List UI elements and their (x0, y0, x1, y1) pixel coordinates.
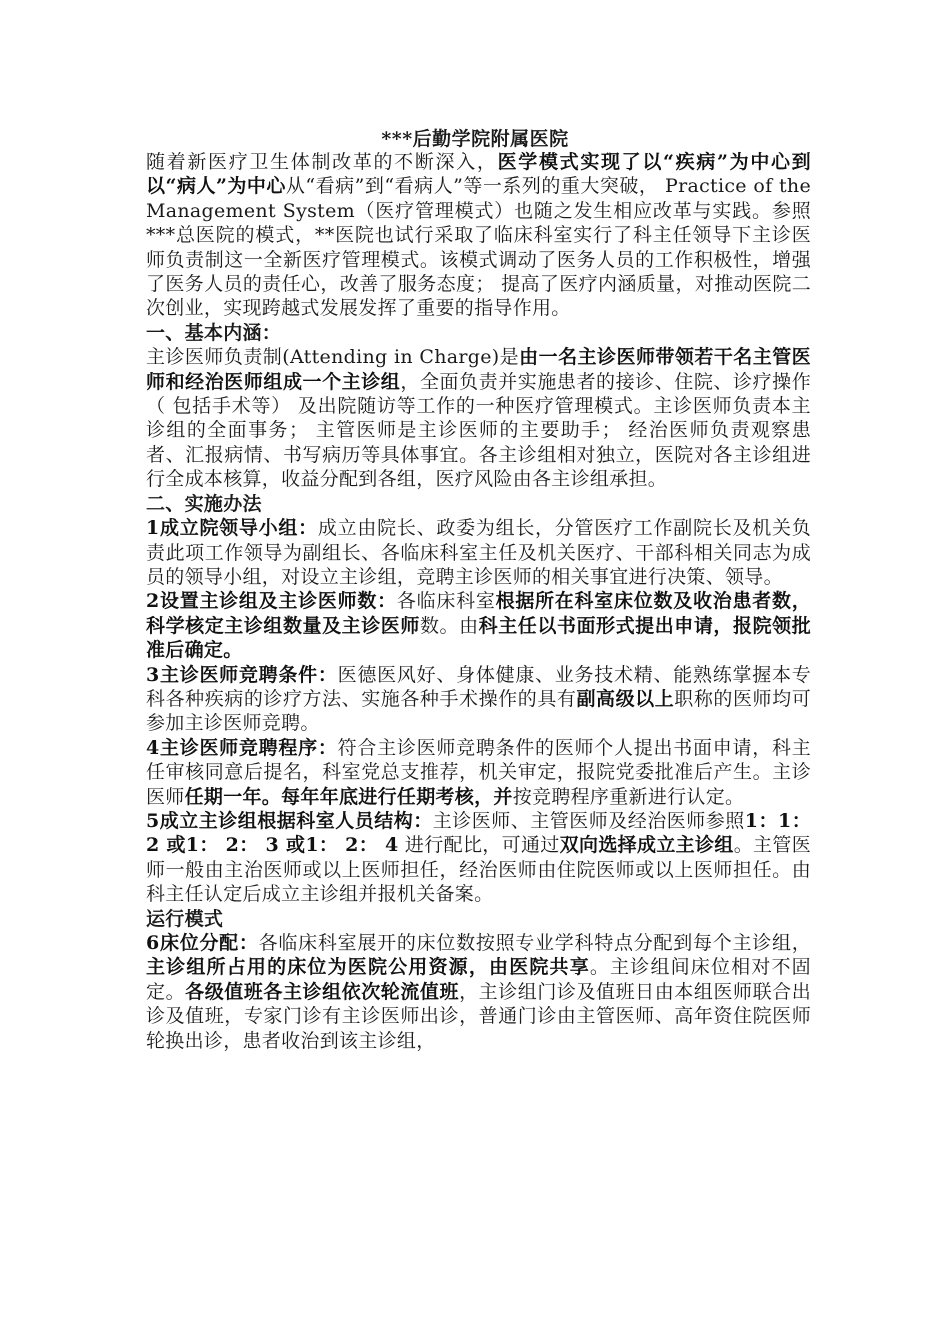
item3-paragraph (146, 663, 811, 736)
item6-text-3: ，主诊组门诊及值班日由本组医师联合出诊及值班，专家门诊有主诊医师出诊，普通门诊由主管医师、高年资住院医师轮换出诊，患者收治到该主诊组， (146, 980, 812, 1052)
item6-paragraph (146, 931, 811, 1053)
document-body (146, 150, 811, 1053)
section1-text-1: 主诊医师负责制(Attending in Charge)是 (146, 346, 520, 369)
item5-text-1: 主诊医师、主管医师及经治医师参照 (432, 809, 745, 832)
item2-bold-2: 根据所在科室床位数及收治患者数，科学核定主诊组数量及主诊医师 (146, 590, 811, 637)
item4-bold-1: 4主诊医师竞聘程序： (146, 736, 338, 759)
item1-text-1: 成立由院长、政委为组长，分管医疗工作副院长及机关负责此项工作领导为副组长、各临床科室主任及机关医疗、干部科相关同志为成员的领导小组，对设立主诊组，竞聘主诊医师的相关事宜进行决策、领导。 (146, 517, 811, 588)
item4-text-1: 符合主诊医师竞聘条件的医师个人提出书面申请，科主任审核同意后提名，科室党总支推荐，机关审定，报院党委批准后产生。主诊医师 (146, 736, 811, 808)
intro-bold-1: 医学模式实现了以“疾病”为中心到以“病人”为中心 (146, 151, 811, 198)
item4-text-2: 按竞聘程序重新进行认定。 (512, 785, 745, 808)
item1-bold-1: 1成立院领导小组： (146, 517, 318, 540)
item6-bold-2: 主诊组所占用的床位为医院公用资源，由医院共享 (146, 956, 590, 979)
section1-text-2: ，全面负责并实施患者的接诊、住院、诊疗操作（ 包括手术等） 及出院随访等工作的一种医疗管理模式。主诊医师负责本主诊组的全面事务； 主管医师是主诊医师的主要助手； 经治医师负责观察患者、汇报病情、书写病历等具体事宜。各主诊组相对独立，医院对各主诊组进行全成本核算，收益分配到各组，医疗风险由各主诊组承担。 (146, 370, 811, 491)
section3-heading: 运行模式 (146, 907, 224, 930)
item6-text-2: 。主诊组间床位相对不固定。 (146, 956, 811, 1003)
section2-heading: 二、实施办法 (146, 492, 262, 515)
section1-bold-1: 由一名主诊医师带领若干名主管医师和经治医师组成一个主诊组 (146, 346, 811, 393)
item5-text-2: 进行配比，可通过 (398, 834, 560, 857)
item4-paragraph (146, 736, 811, 809)
item6-bold-3: 各级值班各主诊组依次轮流值班 (185, 980, 460, 1003)
item6-bold-1: 6床位分配： (146, 932, 259, 954)
item2-paragraph (146, 589, 811, 662)
item3-text-2: 职称的医师均可参加主诊医师竞聘。 (146, 687, 811, 735)
document-title: ***后勤学院附属医院 (381, 128, 569, 150)
intro-text-2: 从“看病”到“看病人”等一系列的重大突破， Practice of the Management System（医疗管理模式）也随之发生相应改革与实践。参照***总医院的模式，**医院也试行采取了临床科室实行了科主任领导下主诊医师负责制这一全新医疗管理模式。该模式调动了医务人员的工作积极性，增强了医务人员的责任心，改善了服务态度； 提高了医疗内涵质量，对推动医院二次创业，实现跨越式发展发挥了重要的指导作用。 (146, 175, 811, 320)
section1-heading: 一、基本内涵： (146, 321, 282, 344)
intro-paragraph (146, 150, 811, 321)
item1-paragraph (146, 516, 811, 589)
item3-bold-1: 3主诊医师竞聘条件： (146, 663, 338, 686)
intro-text-1: 随着新医疗卫生体制改革的不断深入， (146, 151, 498, 173)
item4-bold-2: 任期一年。每年年底进行任期考核，并 (184, 785, 513, 808)
item5-bold-3: 双向选择成立主诊组 (559, 834, 734, 857)
item2-text-2: 数。由 (419, 614, 479, 637)
item5-text-3: 。主管医师一般由主治医师或以上医师担任，经治医师由住院医师或以上医师担任。由科主任认定后成立主诊组并报机关备案。 (146, 834, 812, 906)
item2-bold-3: 科主任以书面形式提出申请，报院领批准后确定。 (146, 614, 811, 662)
item5-bold-1: 5成立主诊组根据科室人员结构： (146, 809, 433, 832)
section1-paragraph (146, 345, 811, 491)
item2-bold-1: 2设置主诊组及主诊医师数： (146, 590, 397, 613)
item3-text-1: 医德医风好、身体健康、业务技术精、能熟练掌握本专科各种疾病的诊疗方法、实施各种手术操作的具有 (146, 663, 811, 710)
item2-text-1: 各临床科室 (396, 590, 496, 613)
item6-text-1: 各临床科室展开的床位数按照专业学科特点分配到每个主诊组， (258, 932, 811, 954)
item3-bold-2: 副高级以上 (576, 687, 675, 710)
item5-paragraph (146, 809, 811, 907)
item5-bold-2: 1：1： 2 或1： 2： 3 或1： 2： 4 (146, 809, 811, 857)
